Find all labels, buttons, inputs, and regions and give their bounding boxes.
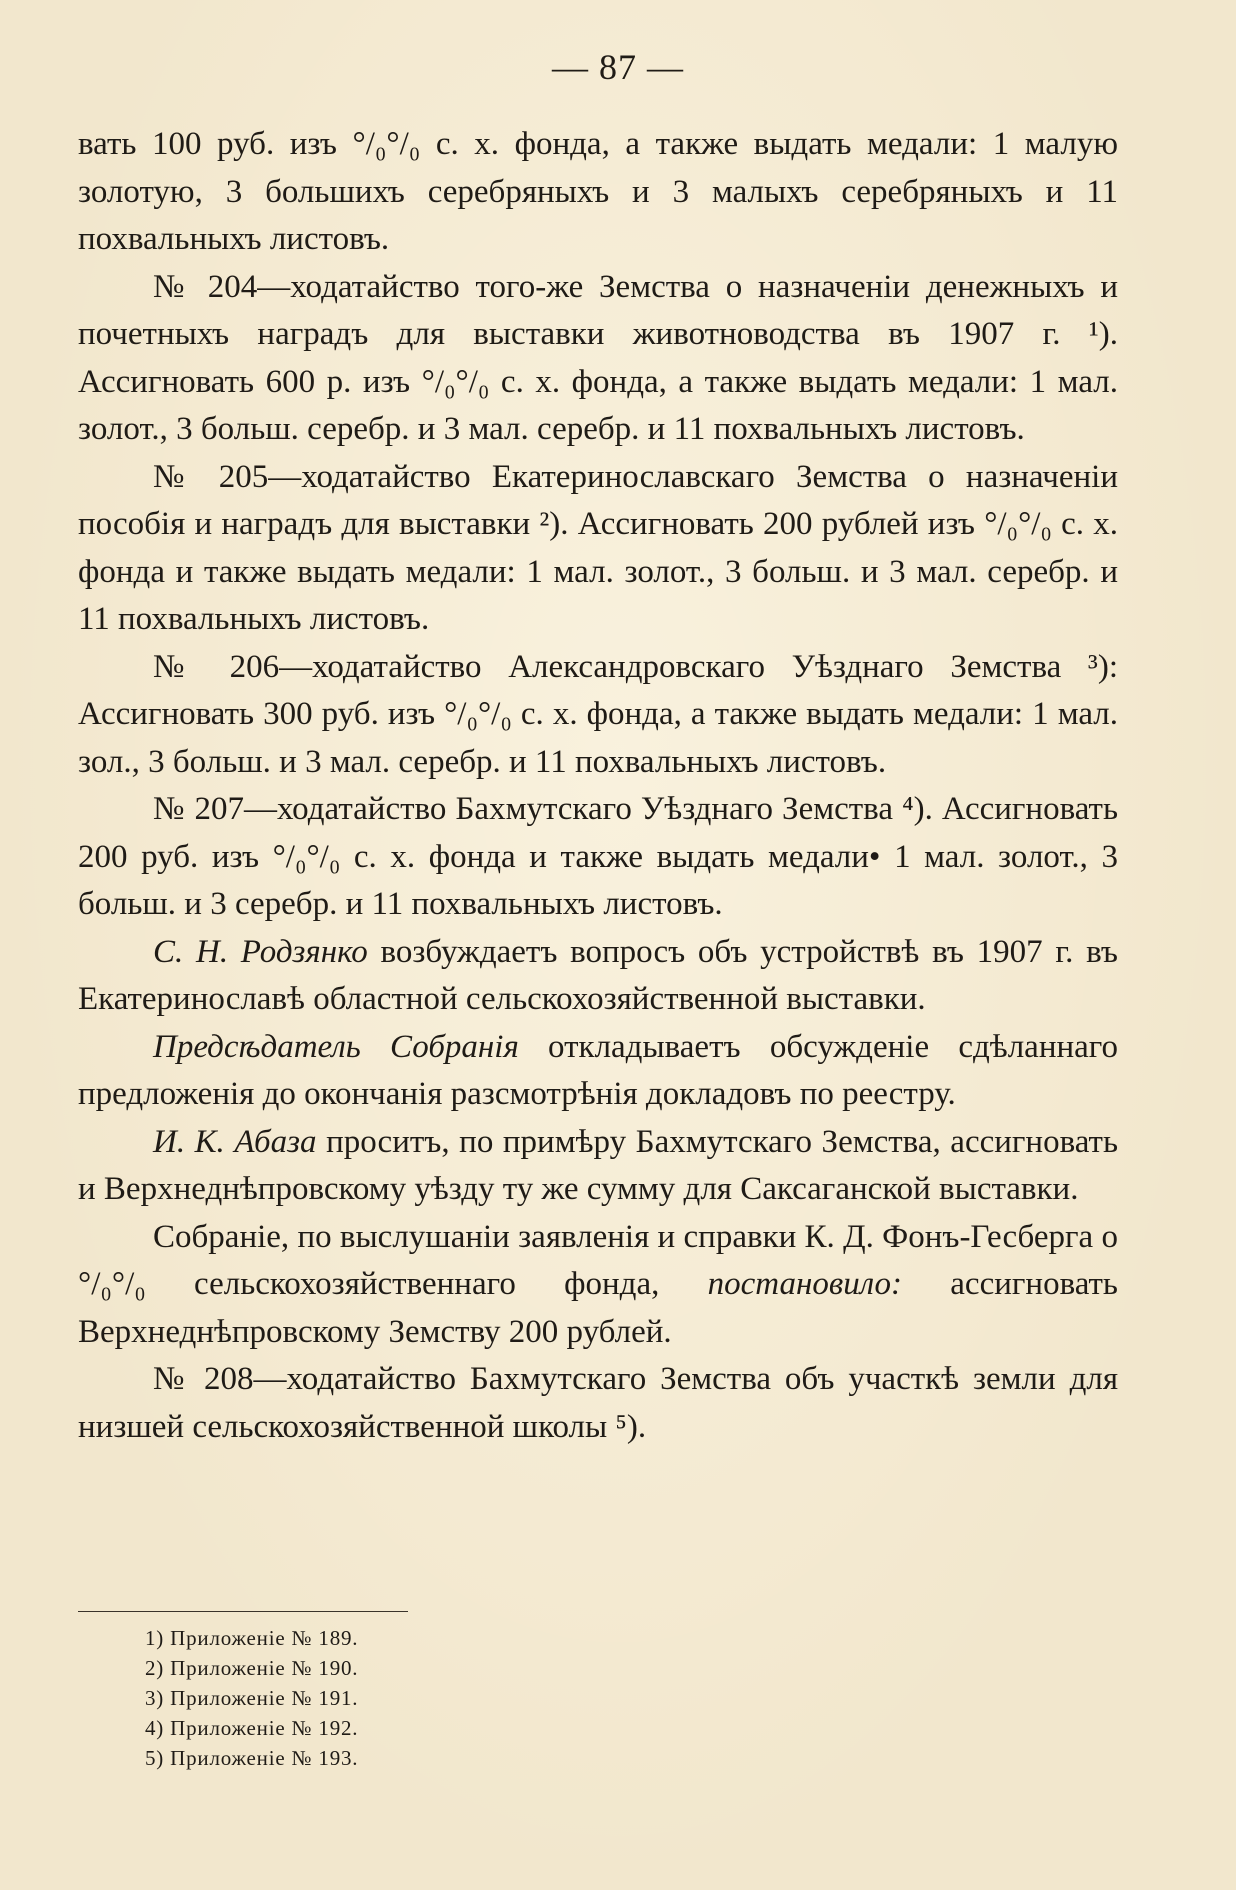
speaker-name: С. Н. Родзянко <box>153 933 368 970</box>
footnote-mark: 5) <box>145 1746 165 1770</box>
paragraph-item-207: № 207—ходатайство Бахмутскаго Уѣзднаго Земства ⁴). Ассигновать 200 руб. изъ °/₀°/₀ с. х. фонда и также выдать медали• 1 мал. золот., 3 больш. и 3 серебр. и 11 похвальныхъ листовъ. <box>78 791 1118 922</box>
decision-word: постановило: <box>707 1266 902 1302</box>
paragraph-assembly-decision <box>78 1214 1118 1357</box>
page-number: — 87 — <box>552 47 684 87</box>
footnote <box>145 1623 358 1653</box>
footnote-text: Приложенiе № 193. <box>170 1746 359 1770</box>
paragraph-text: Собранiе, по выслушанiи заявленiя и справки К. Д. Фонъ-Гесберга о °/₀°/₀ сельскохозяйственнаго фонда, <box>78 1218 1118 1302</box>
footnote-text: Приложенiе № 190. <box>170 1656 359 1680</box>
speaker-name: Предсѣдатель Собранiя <box>153 1028 519 1065</box>
paragraph-rodzyanko <box>78 929 1118 1024</box>
footnote <box>145 1713 358 1743</box>
speaker-name: И. К. Абаза <box>153 1123 317 1160</box>
footnote-text: Приложенiе № 192. <box>170 1716 359 1740</box>
paragraph-item-208: № 208—ходатайство Бахмутскаго Земства объ участкѣ земли для низшей сельскохозяйственной школы ⁵). <box>78 1361 1118 1445</box>
paragraph-text: возбуждаетъ вопросъ объ устройствѣ въ 1907 г. въ Екатеринославѣ областной сельскохозяйственной выставки. <box>78 933 1118 1017</box>
footnotes <box>145 1623 358 1773</box>
footnote-mark: 2) <box>145 1656 165 1680</box>
footnote <box>145 1683 358 1713</box>
paragraph-text: откладываетъ обсужденiе сдѣланнаго предложенiя до окончанiя разсмотрѣнiя докладовъ по реестру. <box>78 1028 1118 1112</box>
paragraph-item-206: № 206—ходатайство Александровскаго Уѣзднаго Земства ³): Ассигновать 300 руб. изъ °/₀°/₀ с. х. фонда, а также выдать медали: 1 мал. зол., 3 больш. и 3 мал. серебр. и 11 похвальныхъ листовъ. <box>78 648 1118 780</box>
footnote-text: Приложенiе № 191. <box>170 1686 359 1710</box>
paragraph-item-204: № 204—ходатайство того-же Земства о назначенiи денежныхъ и почетныхъ наградъ для выставки животноводства въ 1907 г. ¹). Ассигновать 600 р. изъ °/₀°/₀ с. х. фонда, а также выдать медали: 1 мал. золот., 3 больш. серебр. и 3 мал. серебр. и 11 похвальныхъ листовъ. <box>78 268 1118 447</box>
footnote-text: Приложенiе № 189. <box>170 1626 359 1650</box>
footnote <box>145 1653 358 1683</box>
footnote-mark: 3) <box>145 1686 165 1710</box>
body-text <box>78 121 1118 1451</box>
footnote-mark: 4) <box>145 1716 165 1740</box>
footnote-mark: 1) <box>145 1626 165 1650</box>
paragraph-abaza <box>78 1119 1118 1214</box>
paragraph-item-205: № 205—ходатайство Екатеринославскаго Земства о назначенiи пособiя и наградъ для выставки ²). Ассигновать 200 рублей изъ °/₀°/₀ с. х. фонда и также выдать медали: 1 мал. золот., 3 больш. и 3 мал. серебр. и 11 похвальныхъ листовъ. <box>78 458 1118 637</box>
paragraph-text: проситъ, по примѣру Бахмутскаго Земства, ассигновать и Верхнеднѣпровскому уѣзду ту же сумму для Саксаганской выставки. <box>78 1123 1118 1207</box>
paragraph-continuation: вать 100 руб. изъ °/₀°/₀ с. х. фонда, а также выдать медали: 1 малую золотую, 3 большихъ серебряныхъ и 3 малыхъ серебряныхъ и 11 похвальныхъ листовъ. <box>78 126 1118 257</box>
footnote <box>145 1743 358 1773</box>
paragraph-chairman <box>78 1024 1118 1119</box>
footnote-divider <box>78 1611 408 1612</box>
paragraph-text: ассигновать Верхнеднѣпровскому Земству 200 рублей. <box>78 1266 1118 1350</box>
